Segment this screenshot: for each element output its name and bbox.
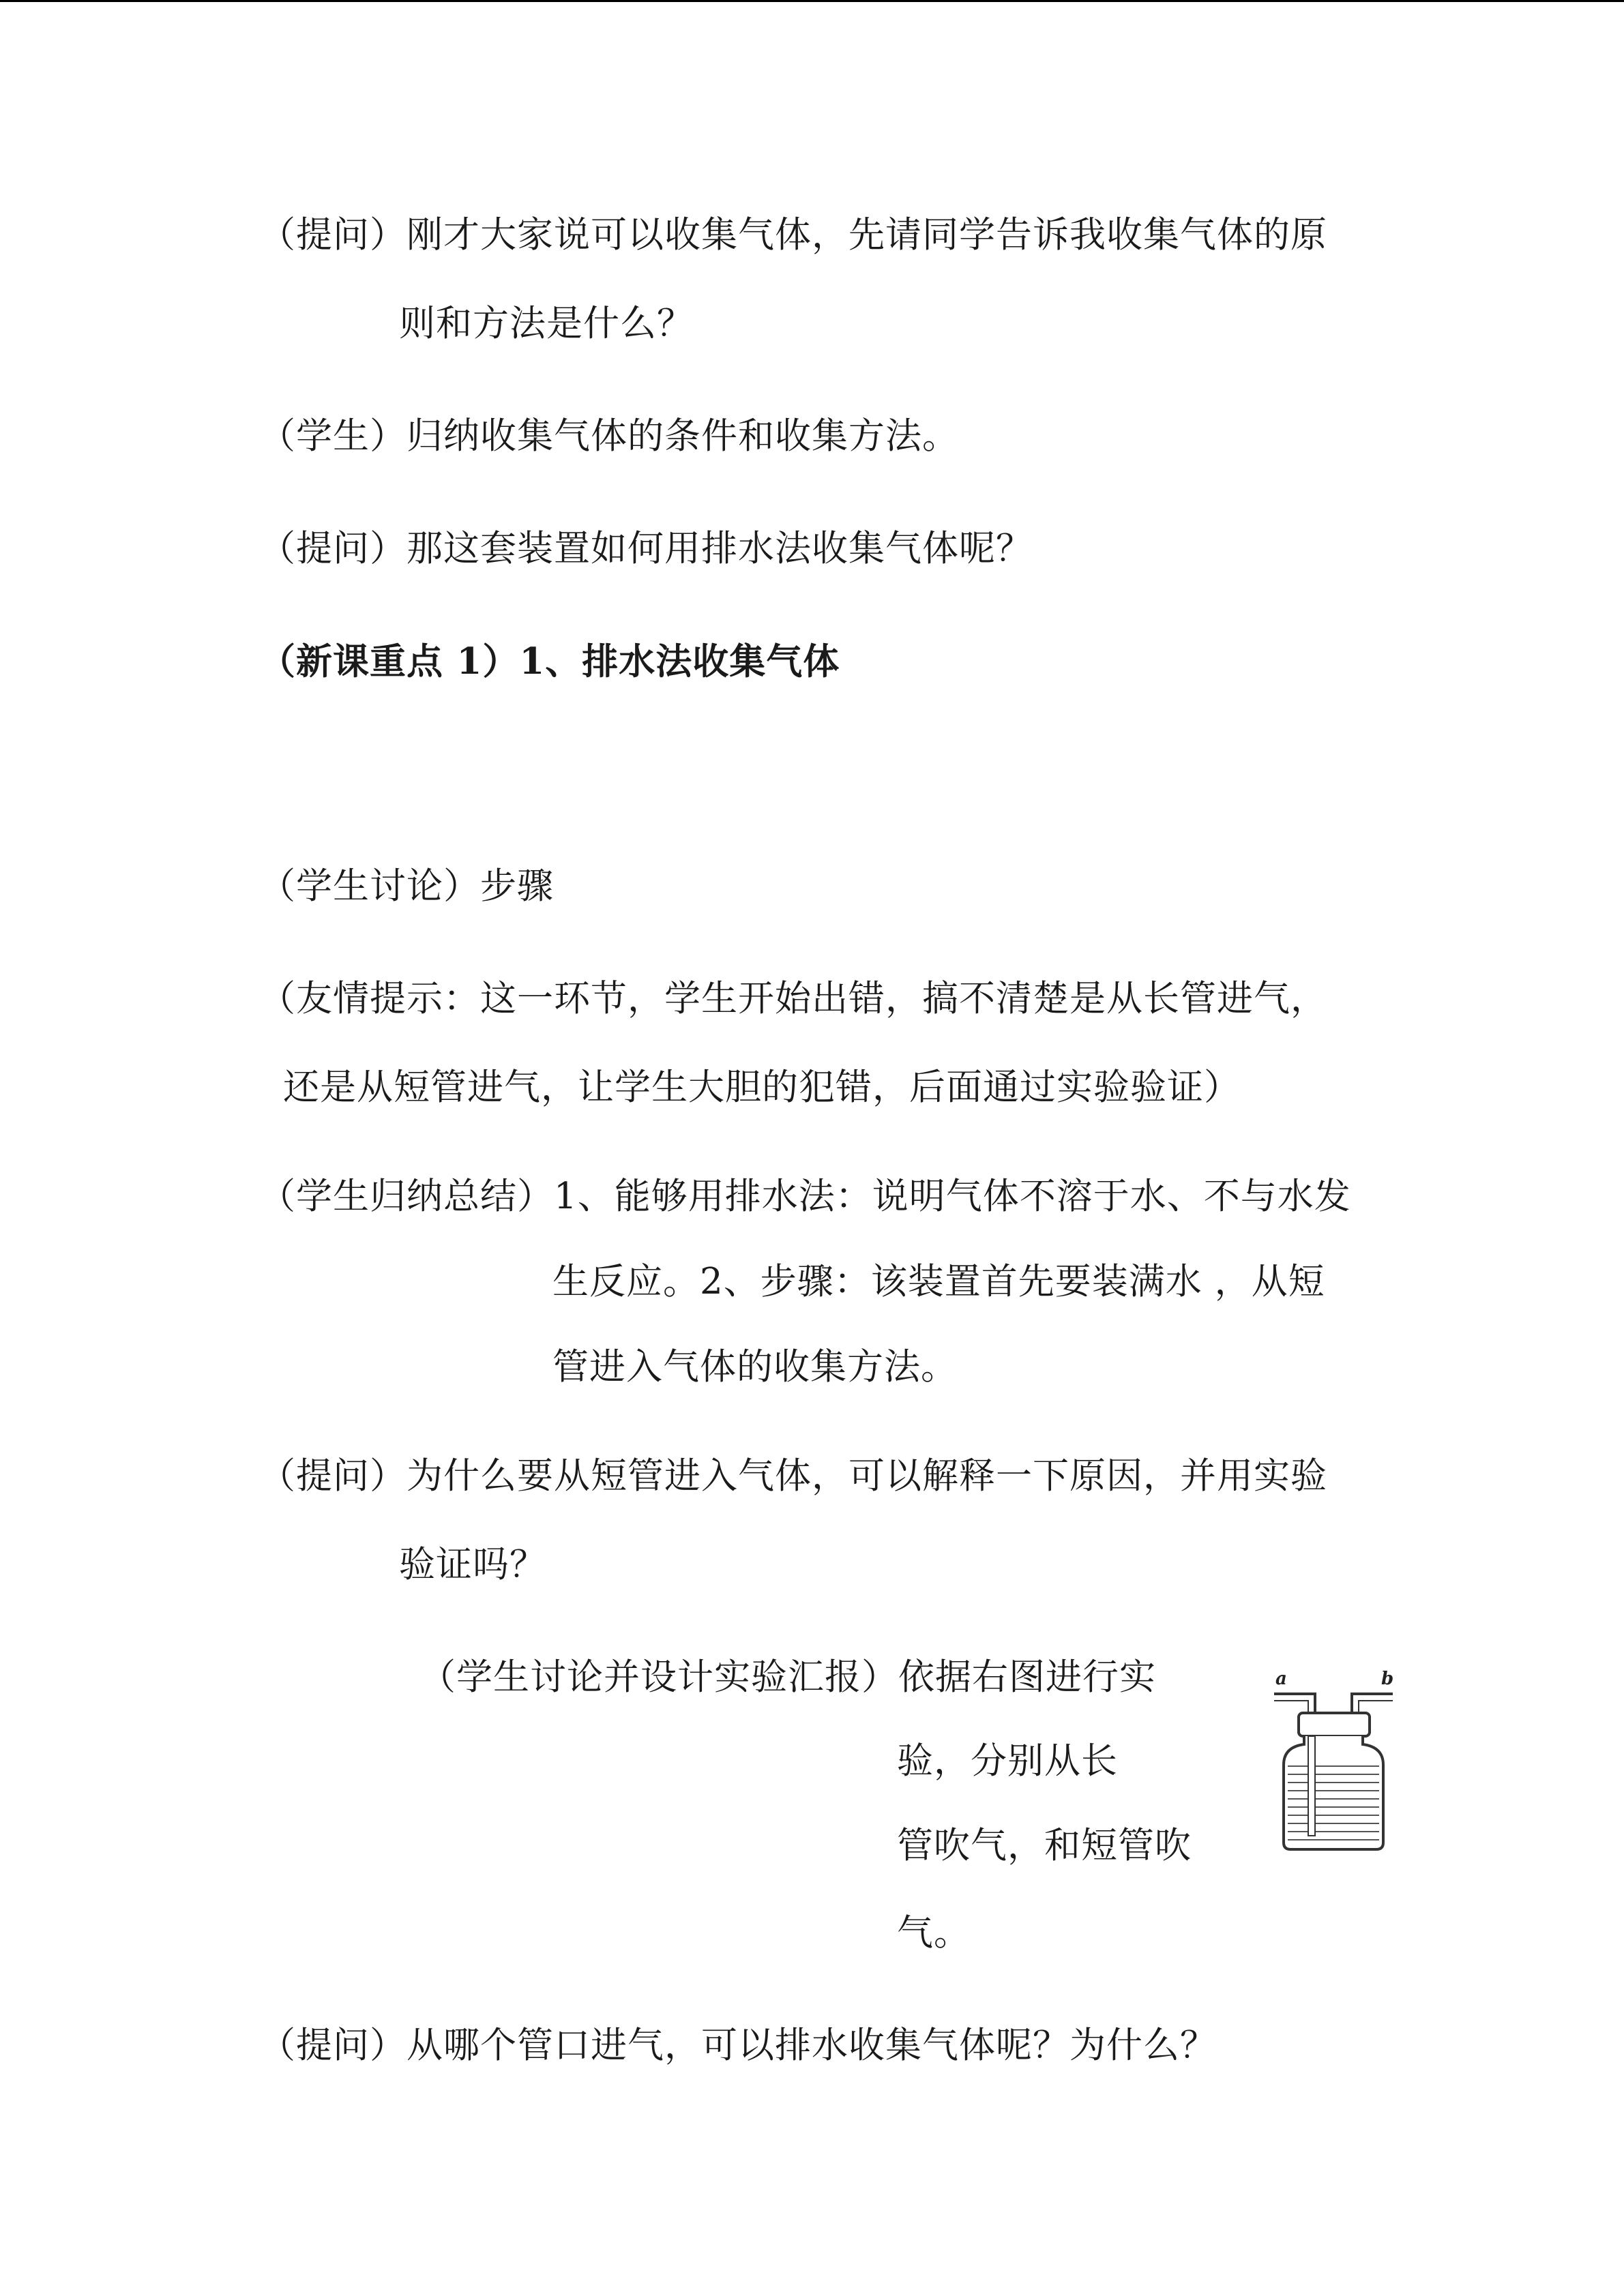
question-3-line-1: （提问）为什么要从短管进入气体，可以解释一下原因，并用实验 xyxy=(259,1455,1327,1497)
question-1-line-2: 则和方法是什么？ xyxy=(399,303,694,344)
report-line-4: 气。 xyxy=(897,1912,971,1954)
page-top-border xyxy=(0,0,1624,2)
question-4: （提问）从哪个管口进气，可以排水收集气体呢？为什么？ xyxy=(259,2025,1217,2066)
question-3-line-2: 验证吗？ xyxy=(399,1544,546,1585)
gas-washing-bottle-figure xyxy=(1269,1664,1398,1855)
bottle-body xyxy=(1284,1736,1383,1849)
hint-line-2: 还是从短管进气，让学生大胆的犯错，后面通过实验验证） xyxy=(283,1067,1241,1108)
summary-line-2: 生反应。2、步骤：该装置首先要装满水 ，从短 xyxy=(552,1261,1325,1302)
student-discussion: （学生讨论）步骤 xyxy=(259,865,554,907)
section-heading: （新课重点 1）1、排水法收集气体 xyxy=(259,640,840,683)
question-2: （提问）那这套装置如何用排水法收集气体呢？ xyxy=(259,528,1033,569)
report-line-2: 验，分别从长 xyxy=(897,1740,1118,1782)
hint-line-1: （友情提示：这一环节，学生开始出错，搞不清楚是从长管进气， xyxy=(259,978,1327,1019)
report-line-3: 管吹气，和短管吹 xyxy=(897,1825,1192,1866)
tube-label-a: a xyxy=(1275,1669,1287,1689)
stopper xyxy=(1299,1713,1370,1736)
report-line-1: （学生讨论并设计实验汇报）依据右图进行实 xyxy=(419,1656,1156,1698)
tube-label-b: b xyxy=(1381,1669,1394,1689)
student-answer-1: （学生）归纳收集气体的条件和收集方法。 xyxy=(259,415,959,457)
summary-line-1: （学生归纳总结）1、能够用排水法：说明气体不溶于水、不与水发 xyxy=(259,1176,1351,1217)
question-1-line-1: （提问）刚才大家说可以收集气体，先请同学告诉我收集气体的原 xyxy=(259,214,1327,256)
summary-line-3: 管进入气体的收集方法。 xyxy=(552,1346,958,1388)
